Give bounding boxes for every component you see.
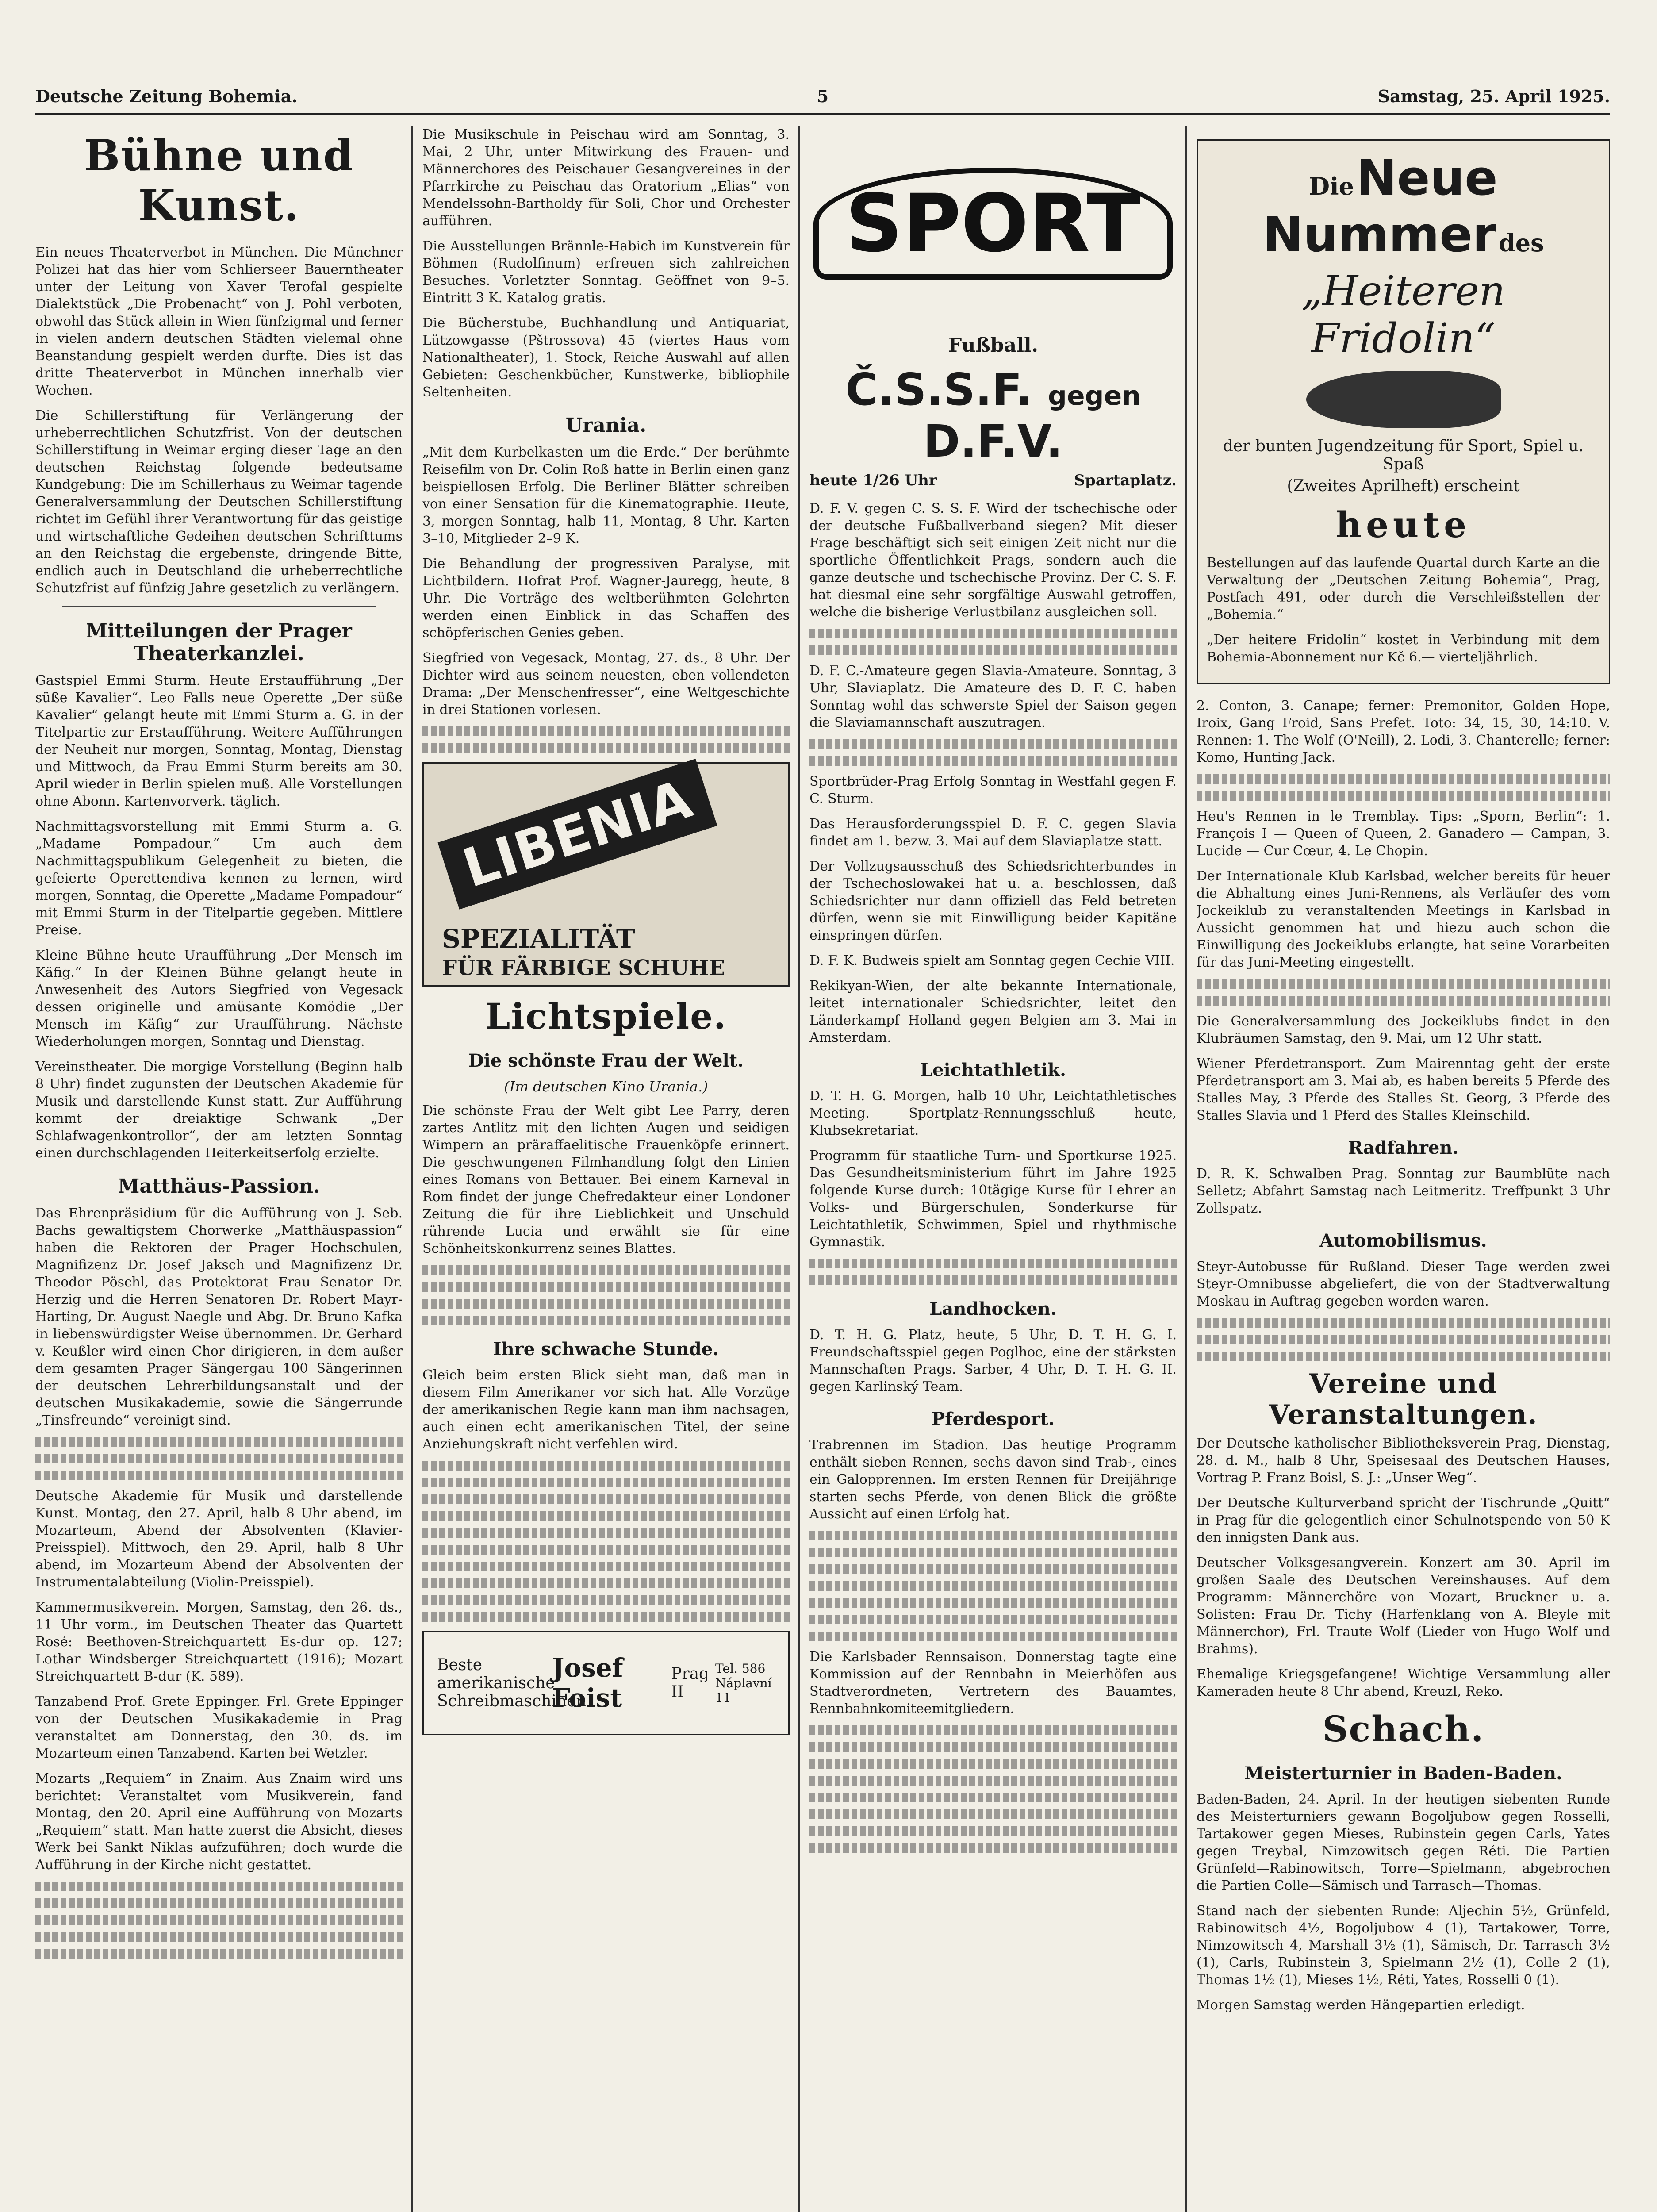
text-line (35, 1949, 403, 1959)
article-paragraph: Der Vollzugsausschuß des Schiedsrichterbundes in der Tschechoslowakei hat u. a. beschlossen, daß Schiedsrichter nur dann offiziell das Feld betreten dürfen, wenn sie mit Einwilligung beider Kapitäne einspringen dürfen. (809, 859, 1177, 943)
article-paragraph: Deutsche Akademie für Musik und darstellende Kunst. Montag, den 27. April, halb 8 Uhr abend, im Mozarteum, Abend der Absolventen (Klavier-Preisspiel). Mittwoch, den 29. April, halb 8 Uhr abend, im Mozarteum Abend der Absolventen der Instrumentalabteilung (Violin-Preisspiel). (35, 1488, 403, 1590)
article-paragraph: D. F. C.-Amateure gegen Slavia-Amateure. Sonntag, 3 Uhr, Slaviaplatz. Die Amateure des D. F. C. haben Sonntag wohl das schwerste Spiel der Saison gegen die Slaviamannschaft auszutragen. (809, 663, 1177, 730)
fridolin-heading (1207, 150, 1600, 263)
text-line (809, 1259, 1177, 1268)
article-paragraph: D. T. H. G. Platz, heute, 5 Uhr, D. T. H. G. I. Freundschaftsspiel gegen Poglhoc, eine der stärksten Mannschaften Prags. Sarber, 4 Uhr, D. T. H. G. II. gegen Karlinský Team. (809, 1327, 1177, 1394)
text-line (422, 1282, 790, 1292)
article-paragraph: D. F. V. gegen C. S. S. F. Wird der tschechische oder der deutsche Fußballverband siegen? Mit dieser Frage beschäftigt sich seit einigen Zeit nicht nur die sportliche Öffentlichkeit Prags, sondern auch die ganze deutsche und tschechische Provinz. Der C. S. F. hat diesmal eine sehr sorgfältige Auswahl getroffen, welche die bisherige Verlustbilanz ausgleichen soll. (809, 501, 1177, 620)
article-paragraph: Heu's Rennen in le Tremblay. Tips: „Sporn, Berlin“: 1. François I — Queen of Queen, 2. Ganadero — Campan, 3. Lucide — Cur Cœur, 4. Le Chopin. (1197, 809, 1610, 859)
fish-icon (1306, 371, 1501, 428)
heading-main: Neue Nummer (1262, 150, 1498, 263)
article-paragraph: Die Karlsbader Rennsaison. Donnerstag tagte eine Kommission auf der Rennbahn in Meierhöfen aus Stadtverordneten, Vertretern des Bauamtes, Rennbahnkomiteemitgliedern. (809, 1649, 1177, 1717)
text-line (809, 1632, 1177, 1641)
match-info (809, 472, 1177, 489)
column-3 (809, 126, 1177, 2212)
article-paragraph: Kammermusikverein. Morgen, Samstag, den 26. ds., 11 Uhr vorm., im Deutschen Theater das Quartett Rosé: Beethoven-Streichquartett Es-dur op. 127; Lothar Windsberger Streichquartett (1916); Mozart Streichquartett B-dur (K. 589). (35, 1600, 403, 1684)
text-line (809, 1776, 1177, 1786)
typewriter-tagline: Beste amerikanische Schreibmaschinen (437, 1655, 587, 1710)
article-paragraph: Ein neues Theaterverbot in München. Die Münchner Polizei hat das hier vom Schlierseer Bauerntheater unter der Leitung von Xaver Terofal gespielte Dialektstück „Die Probenacht“ von J. Pohl verboten, obwohl das Stück allein in Wien fünfzigmal und ferner in vielen andern deutschen Städten vielemal ohne Beanstandung gespielt werden durfte. Dies ist das dritte Theaterverbot in München innerhalb vier Wochen. (35, 245, 403, 398)
text-line (809, 645, 1177, 655)
article-paragraph: Baden-Baden, 24. April. In der heutigen siebenten Runde des Meisterturniers gewann Bogoljubow gegen Rosselli, Tartakower gegen Mieses, Rubinstein gegen Carls, Yates gegen Treybal, Nimzowitsch gegen Réti. Die Partien Grünfeld—Rabinowitsch, Torre—Spielmann, abgebrochen die Partien Colle—Sämisch und Tarrasch—Thomas. (1197, 1792, 1610, 1893)
section-title-schach: Schach. (1322, 1708, 1484, 1750)
text-line (809, 1742, 1177, 1752)
article-paragraph: Der Deutsche katholischer Bibliotheksverein Prag, Dienstag, 28. d. M., halb 8 Uhr, Speisesaal des Deutschen Hauses, Vortrag P. Franz Boisl, S. J.: „Unser Weg“. (1197, 1436, 1610, 1486)
newspaper-name: Deutsche Zeitung Bohemia. (35, 86, 298, 106)
fridolin-price: „Der heitere Fridolin“ kostet in Verbindung mit dem Bohemia-Abonnement nur Kč 6.— vierteljährlich. (1207, 632, 1600, 665)
josef-foist-advertisement (422, 1631, 790, 1735)
article-paragraph: Wiener Pferdetransport. Zum Mairenntag geht der erste Pferdetransport am 3. Mai ab, es haben bereits 5 Pferde des Stalles May, 3 Pferde des Stalles St. Georg, 3 Pferde des Stalles Slavia und 1 Pferd des Stalles Kleinschild. (1197, 1056, 1610, 1123)
article-paragraph: Rekikyan-Wien, der alte bekannte Internationale, leitet internationaler Schiedsrichter, leitet den Länderkampf Holland gegen Belgien am 3. Mai in Amsterdam. (809, 978, 1177, 1045)
advertiser-address: Tel. 586 Náplavní 11 (715, 1661, 772, 1705)
text-line (422, 1265, 790, 1275)
subsection-title: Fußball. (948, 334, 1038, 357)
section-title-buehne: Bühne und Kunst. (84, 131, 354, 230)
article-paragraph: Die schönste Frau der Welt gibt Lee Parry, deren zartes Antlitz mit den lichten Augen und seidigen Wimpern an präraffaelitische Frauenköpfe erinnert. Die geschwungenen Filmhandlung folgt den Linien eines Romans von Bettauer. Bei einem Karneval in Rom findet der junge Chefredakteur einer Londoner Zeitung die für ihre Lieblichkeit und Unschuld rührende Lucia und erwählt sie für eine Schönheitskonkurrenz seines Blattes. (422, 1103, 790, 1256)
article-paragraph: Mozarts „Requiem“ in Znaim. Aus Znaim wird uns berichtet: Veranstaltet vom Musikverein, fand Montag, den 20. April eine Aufführung von Mozarts „Requiem“ statt. Man hatte zuerst die Absicht, dieses Werk bei Sankt Niklas aufzuführen; doch wurde die Aufführung in der Kirche nicht gestattet. (35, 1771, 403, 1873)
sport-logo (809, 126, 1177, 321)
article-paragraph: Die Ausstellungen Brännle-Habich im Kunstverein für Böhmen (Rudolfinum) erfreuen sich zahlreichen Besuches. Vorletzter Sonntag. Geöffnet von 9–5. Eintritt 3 K. Katalog gratis. (422, 238, 790, 306)
article-paragraph: Das Herausforderungsspiel D. F. C. gegen Slavia findet am 1. bezw. 3. Mai auf dem Slaviaplatze statt. (809, 816, 1177, 849)
article-paragraph: Der Deutsche Kulturverband spricht der Tischrunde „Quitt“ in Prag für die gelegentlich einer Schulnotspende von 50 K den innigsten Dank aus. (1197, 1495, 1610, 1545)
article-paragraph: 2. Conton, 3. Canape; ferner: Premonitor, Golden Hope, Iroix, Gang Froid, Sans Prefet. Toto: 34, 15, 30, 14:10. V. Rennen: 1. The Wolf (O'Neill), 2. Lodi, 3. Chanterelle; ferner: Komo, Hunting Jack. (1197, 698, 1610, 765)
article-paragraph: Programm für staatliche Turn- und Sportkurse 1925. Das Gesundheitsministerium führt im Jahre 1925 folgende Kurse durch: 10tägige Kurse für Lehrer an Volks- und Bürgerschulen, Sonderkurse für Leichtathletik, Schwimmen, Spiel und rhythmische Gymnastik. (809, 1148, 1177, 1250)
article-paragraph: Morgen Samstag werden Hängepartien erledigt. (1197, 1997, 1525, 2013)
fridolin-advertisement (1197, 139, 1610, 684)
article-paragraph: Sportbrüder-Prag Erfolg Sonntag in Westfahl gegen F. C. Sturm. (809, 774, 1177, 806)
article-paragraph: Tanzabend Prof. Grete Eppinger. Frl. Grete Eppinger von der Deutschen Musikakademie in Prag veranstaltet am Donnerstag, den 30. ds. im Mozarteum einen Tanzabend. Karten bei Wetzler. (35, 1694, 403, 1761)
text-line (809, 1793, 1177, 1802)
article-paragraph: D. T. H. G. Morgen, halb 10 Uhr, Leichtathletisches Meeting. Sportplatz-Rennungsschluß heute, Klubsekretariat. (809, 1088, 1177, 1138)
page-number: 5 (817, 86, 829, 106)
text-line (809, 1759, 1177, 1769)
text-line (35, 1437, 403, 1447)
article-paragraph: Trabrennen im Stadion. Das heutige Programm enthält sieben Rennen, sechs davon sind Trab-, eines ein Galopprennen. Im ersten Rennen für Dreijährige starten sechs Pferde, von denen Blick die größte Aussicht auf einen Erfolg hat. (809, 1437, 1177, 1522)
team-away: D.F.V. (923, 415, 1063, 467)
fridolin-heute: heute (1335, 504, 1471, 545)
text-line (422, 1511, 790, 1521)
fridolin-subtitle: der bunten Jugendzeitung für Sport, Spiel u. Spaß (1223, 437, 1584, 473)
subsection-title: Radfahren. (1348, 1137, 1459, 1158)
text-line (422, 1494, 790, 1504)
column-4 (1197, 126, 1610, 2212)
heading-suffix: des (1499, 229, 1544, 257)
subsection-title: Mitteilungen der Prager Theaterkanzlei. (86, 620, 352, 665)
match-time: heute 1/26 Uhr (809, 472, 937, 489)
article-paragraph: Das Ehrenpräsidium für die Aufführung von J. Seb. Bachs gewaltigstem Chorwerke „Matthäuspassion“ haben die Rektoren der Prager Hochschulen, Magnifizenz Dr. Josef Jaksch und Magnifizenz Dr. Theodor Pöschl, das Protektorat Frau Senator Dr. Herzig und die Herren Senatoren Dr. Robert Mayr-Harting, Dr. August Naegle und Abg. Dr. Bruno Kafka in liebenswürdigster Weise übernommen. Dr. Gerhard v. Keußler wird einen Chor dirigieren, in dem außer dem gesamten Prager Sängergau 100 Sängerinnen der deutschen Lehrerbildungsanstalt und der deutschen Musikakademie, sowie die Sängerrunde „Tinsfreunde“ vereinigt sind. (35, 1206, 403, 1428)
text-line (809, 1548, 1177, 1557)
libenia-tagline: SPEZIALITÄT (442, 924, 636, 954)
article-paragraph: Nachmittagsvorstellung mit Emmi Sturm a. G. „Madame Pompadour.“ Um auch dem Nachmittagspublikum Gelegenheit zu bieten, die gefeierte Operettendiva kennen zu lernen, wird morgen, Sonntag, die Operette „Madame Pompadour“ mit Emmi Sturm in der Titelpartie gegeben. Mittlere Preise. (35, 819, 403, 938)
subsection-title: Matthäus-Passion. (118, 1175, 320, 1198)
fridolin-issue: (Zweites Aprilheft) erscheint (1287, 477, 1520, 495)
text-line (1197, 774, 1610, 784)
text-line (422, 1461, 790, 1471)
text-line (422, 1478, 790, 1487)
text-line (422, 743, 790, 753)
article-paragraph: Der Internationale Klub Karlsbad, welcher bereits für heuer die Abhaltung eines Juni-Rennens, als Verläufer des vom Jockeiklub zu veranstaltenden Meetings in Karlsbad in Aussicht genommen hat und hiezu auch schon die Einwilligung des Jockeiklubs erlangte, hat seine Vorarbeiten für das Juni-Meeting eingestellt. (1197, 868, 1610, 970)
section-title-lichtspiele: Lichtspiele. (485, 995, 727, 1037)
text-line (1197, 1352, 1610, 1361)
article-paragraph: D. R. K. Schwalben Prag. Sonntag zur Baumblüte nach Selletz; Abfahrt Samstag nach Leitmeritz. Treffpunkt 3 Uhr Zollspatz. (1197, 1166, 1610, 1216)
subsection-title: Meisterturnier in Baden-Baden. (1244, 1763, 1562, 1784)
sport-logo-text: SPORT (813, 168, 1173, 280)
text-line (809, 1843, 1177, 1853)
subsection-title: Landhocken. (929, 1298, 1057, 1319)
article-paragraph: Steyr-Autobusse für Rußland. Dieser Tage werden zwei Steyr-Omnibusse abgeliefert, die von der Stadtverwaltung Moskau in Auftrag gegeben worden waren. (1197, 1259, 1610, 1309)
text-line (809, 1531, 1177, 1540)
text-line (422, 1299, 790, 1309)
article-paragraph: Vereinstheater. Die morgige Vorstellung (Beginn halb 8 Uhr) findet zugunsten der Deutschen Akademie für Musik und darstellende Kunst statt. Zur Aufführung kommt der dreiaktige Schwank „Der Schlafwagenkontrollor“, der am letzten Sonntag einen durchschlagenden Heiterkeitserfolg erzielte. (35, 1059, 403, 1161)
match-venue: Spartaplatz. (1074, 472, 1177, 489)
libenia-advertisement (422, 762, 790, 987)
article-paragraph: Die Bücherstube, Buchhandlung und Antiquariat, Lützowgasse (Pštrossova) 45 (viertes Haus vom Nationaltheater), 1. Stock, Reiche Auswahl auf allen Gebieten: Geschenkbücher, Kunstwerke, bibliophile Seltenheiten. (422, 315, 790, 400)
text-line (422, 1316, 790, 1325)
match-headline (809, 364, 1177, 467)
text-line (1197, 979, 1610, 989)
libenia-brand: LIBENIA (437, 759, 717, 909)
subsection-title: Urania. (565, 414, 647, 437)
text-line (809, 1598, 1177, 1608)
column-rule (798, 126, 800, 2212)
text-line (809, 1564, 1177, 1574)
subsection-title: Die schönste Frau der Welt. (468, 1050, 744, 1071)
text-line (35, 1915, 403, 1925)
text-line (809, 756, 1177, 766)
text-line (809, 1826, 1177, 1836)
issue-date: Samstag, 25. April 1925. (1377, 86, 1610, 106)
article-paragraph: Gleich beim ersten Blick sieht man, daß man in diesem Film Amerikaner vor sich hat. Alle Vorzüge der amerikanischen Regie kann man ihm nachsagen, auch einen echt amerikanischen Titel, der seine Anziehungskraft nicht verfehlen wird. (422, 1367, 790, 1452)
text-line (1197, 791, 1610, 801)
text-line (35, 1932, 403, 1942)
article-paragraph: Stand nach der siebenten Runde: Aljechin 5½, Grünfeld, Rabinowitsch 4½, Bogoljubow 4 (1), Tartakower, Torre, Nimzowitsch 4, Marshall 3½ (1), Sämisch, Dr. Tarrasch 3½ (1), Carls, Rubinstein 3, Spielmann 2½ (1), Colle 2 (1), Thomas 1½ (1), Mieses 1½, Réti, Yates, Rosselli 0 (1). (1197, 1903, 1610, 1988)
text-line (422, 1612, 790, 1622)
text-line (809, 629, 1177, 638)
article-paragraph: Kleine Bühne heute Uraufführung „Der Mensch im Käfig.“ In der Kleinen Bühne gelangt heute in Anwesenheit des Autors Siegfried von Vegesack dessen originelle und amüsante Komödie „Der Mensch im Käfig“ zur Uraufführung. Nächste Wiederholungen morgen, Sonntag und Dienstag. (35, 948, 403, 1049)
text-line (422, 1578, 790, 1588)
fridolin-order-info: Bestellungen auf das laufende Quartal durch Karte an die Verwaltung der „Deutschen Zeitung Bohemia“, Prag, Postfach 491, oder durch die Verschleißstellen der „Bohemia.“ (1207, 555, 1600, 622)
advertiser-name: Josef Foist (552, 1653, 623, 1713)
text-line (809, 1275, 1177, 1285)
libenia-tagline-2: FÜR FÄRBIGE SCHUHE (442, 956, 725, 980)
text-line (422, 1528, 790, 1538)
column-rule (1185, 126, 1187, 2212)
article-paragraph: Siegfried von Vegesack, Montag, 27. ds., 8 Uhr. Der Dichter wird aus seinem neuesten, eben vollendeten Drama: „Der Menschenfresser“, eine Weltgeschichte in drei Stationen vorlesen. (422, 650, 790, 718)
article-paragraph: Die Musikschule in Peischau wird am Sonntag, 3. Mai, 2 Uhr, unter Mitwirkung des Frauen- und Männerchores des Peischauer Gesangvereines in der Pfarrkirche zu Peischau das Oratorium „Elias“ von Mendelssohn-Bartholdy für Soli, Chor und Orchester aufführen. (422, 127, 790, 229)
subsection-title: Leichtathletik. (920, 1060, 1066, 1080)
article-paragraph: Die Behandlung der progressiven Paralyse, mit Lichtbildern. Hofrat Prof. Wagner-Jauregg, heute, 8 Uhr. Die Vorträge des weltberühmten Gelehrten werden einen Einblick in das Schaffen des schöpferischen Genies geben. (422, 556, 790, 641)
subsection-subline: (Im deutschen Kino Urania.) (504, 1078, 708, 1095)
heading-prefix: Die (1309, 172, 1354, 200)
text-line (1197, 1318, 1610, 1328)
text-line (35, 1454, 403, 1463)
text-line (809, 1615, 1177, 1624)
text-line (1197, 1335, 1610, 1344)
text-line (809, 1809, 1177, 1819)
subsection-title: Ihre schwache Stunde. (493, 1339, 719, 1359)
text-line (35, 1471, 403, 1480)
text-line (809, 1581, 1177, 1591)
text-line (809, 1725, 1177, 1735)
article-paragraph: Die Schillerstiftung für Verlängerung der urheberrechtlichen Schutzfrist. Von der deutschen Schillerstiftung in Weimar erging dieser Tage an den deutschen Reichstag folgende bedeutsame Kundgebung: Die im Schillerhaus zu Weimar tagende Generalversammlung der Deutschen Schillerstiftung richtet im Gefühl ihrer Verantwortung für das geistige und wirtschaftliche Gedeihen deutschen Schrifttums an den Reichstag die ergebenste, dringende Bitte, endlich auch in Deutschland die urheberrechtliche Schutzfrist auf fünfzig Jahre gesetzlich zu verlängern. (35, 408, 403, 596)
section-title-vereine: Vereine und Veranstaltungen. (1269, 1368, 1538, 1430)
column-1 (35, 126, 403, 2212)
article-paragraph: „Mit dem Kurbelkasten um die Erde.“ Der berühmte Reisefilm von Dr. Colin Roß hatte in Berlin einen ganz beispiellosen Erfolg. Die Berliner Blätter schreiben von einer Sensation für die Kinematographie. Heute, 3, morgen Sonntag, halb 11, Montag, 8 Uhr. Karten 3–10, Mitglieder 2–9 K. (422, 445, 790, 546)
fridolin-title: „Heiteren Fridolin“ (1301, 267, 1505, 362)
text-line (422, 1595, 790, 1605)
article-paragraph: Ehemalige Kriegsgefangene! Wichtige Versammlung aller Kameraden heute 8 Uhr abend, Kreuzl, Reko. (1197, 1667, 1610, 1699)
text-line (422, 726, 790, 736)
column-2 (422, 126, 790, 2212)
text-line (422, 1545, 790, 1555)
page-header (35, 86, 1610, 115)
text-line (35, 1898, 403, 1908)
versus: gegen (1047, 380, 1141, 411)
text-line (1197, 996, 1610, 1006)
column-rule (411, 126, 413, 2212)
article-paragraph: D. F. K. Budweis spielt am Sonntag gegen Cechie VIII. (809, 953, 1175, 968)
text-line (35, 1882, 403, 1891)
team-home: Č.S.S.F. (845, 364, 1033, 415)
subsection-title: Automobilismus. (1319, 1230, 1487, 1251)
article-paragraph: Gastspiel Emmi Sturm. Heute Erstaufführung „Der süße Kavalier“. Leo Falls neue Operette „Der süße Kavalier“ gelangt heute mit Emmi Sturm a. G. in der Titelpartie zur Erstaufführung. Weitere Aufführungen der Neuheit nur morgen, Sonntag, Montag, Dienstag und Mittwoch, da Frau Emmi Sturm bereits am 30. April wieder in Berlin spielen muß. Alle Vorstellungen ohne Abonn. Kartenvorverk. täglich. (35, 673, 403, 809)
article-paragraph: Deutscher Volksgesangverein. Konzert am 30. April im großen Saale des Deutschen Vereinshauses. Auf dem Programm: Männerchöre von Mozart, Bruckner u. a. Solisten: Frau Dr. Tichy (Harfenklang von A. Bleyle mit Männerchor), Frl. Traute Wolf (Lieder von Hugo Wolf und Brahms). (1197, 1555, 1610, 1657)
divider (62, 606, 376, 607)
text-line (422, 1562, 790, 1571)
text-line (809, 739, 1177, 749)
advertiser-city: Prag II (671, 1665, 710, 1701)
article-paragraph: Die Generalversammlung des Jockeiklubs findet in den Klubräumen Samstag, den 9. Mai, um 12 Uhr statt. (1197, 1014, 1610, 1046)
subsection-title: Pferdesport. (932, 1409, 1055, 1429)
